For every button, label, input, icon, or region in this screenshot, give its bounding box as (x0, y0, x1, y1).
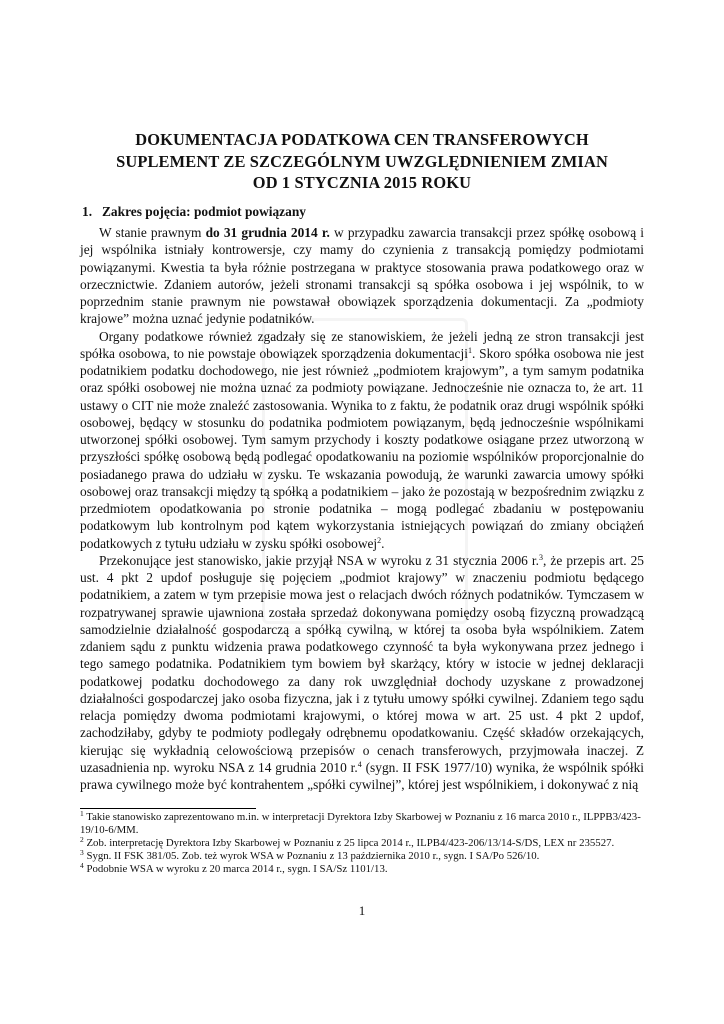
paragraph-3 (80, 552, 644, 794)
paragraph-1-text-c: w przypadku zawarcia transakcji przez spółkę osobową i jej wspólnika istniały kontrowersje, czy mamy do czynienia z transakcją pomiędzy podmiotami powiązanymi. Kwestia ta była różnie postrzegana w praktyce stosowania prawa podatkowego oraz w orzecznictwie. Zdaniem autorów, jeżeli stronami transakcji są spółka osobowa i jej wspólnik, to w poprzednim stanie prawnym nie powstawał obowiązek sporządzenia dokumentacji. Za „podmioty krajowe” można uznać jedynie podatników. (80, 225, 644, 327)
paragraph-3-text-b: , że przepis art. 25 ust. 4 pkt 2 updof posługuje się pojęciem „podmiot krajowy” w znaczeniu podmiotu będącego podatnikiem, a zatem w tym przepisie mowa jest o relacjach dwóch różnych podatników. Tymczasem w rozpatrywanej sprawie ujawniona została sprzedaż dokonywana pomiędzy osobą fizyczną prowadzącą samodzielnie działalność gospodarczą a spółką cywilną, w której ta osoba była wspólnikiem. Zatem zdaniem sądu z punktu widzenia prawa podatkowego czynność ta była wykonywana przez jednego i tego samego podatnika. Podatnikiem tym bowiem był skarżący, który w istocie w jednej deklaracji podatkowej podatku dochodowego za dany rok uwzględniał dochody uzyskane z prowadzonej działalności gospodarczej jako osoba fizyczna, jak i z tytułu umowy spółki cywilnej. Zdaniem tego sądu relacja pomiędzy dwoma podmiotami krajowymi, o której mowa w art. 25 ust. 4 pkt 2 updof, zachodziłaby, gdyby te podmioty podlegały odrębnemu opodatkowaniu. Część składów orzekających, kierując się wykładnią celowościową przepisów o cenach transferowych, przyjmowała inaczej. Z uzasadnienia np. wyroku NSA z 14 grudnia 2010 r. (80, 552, 645, 775)
section-number: 1. (82, 204, 93, 219)
footnote-text-4: Podobnie WSA w wyroku z 20 marca 2014 r., sygn. I SA/Sz 1101/13. (83, 863, 388, 876)
section-heading (82, 203, 644, 221)
footnote-text-1: Takie stanowisko zaprezentowano m.in. w interpretacji Dyrektora Izby Skarbowej w Poznaniu z 16 marca 2010 r., ILPPB3/423-19/10-6/MM. (80, 811, 641, 837)
footnote-4 (80, 863, 644, 876)
document-body (80, 203, 644, 793)
footnote-number-4: 4 (80, 861, 84, 871)
footnote-3 (80, 850, 644, 863)
paragraph-1 (80, 224, 644, 328)
footnote-2 (80, 837, 644, 850)
paragraph-3-text-c: (sygn. II FSK 1977/10) wynika, że wspólnik spółki prawa cywilnego może być kontrahentem „spółki cywilnej”, której jest wspólnikiem, i dokonywać z nią (80, 759, 644, 792)
document-title (0, 129, 724, 194)
paragraph-2-text-a: Organy podatkowe również zgadzały się ze stanowiskiem, że jeżeli jedną ze stron transakcji jest spółka osobowa, to nie powstaje obowiązek sporządzenia dokumentacji (80, 328, 644, 361)
paragraph-1-bold-date: do 31 grudnia 2014 r. (205, 225, 330, 240)
paragraph-2-text-c: . (381, 535, 385, 551)
footnote-number-3: 3 (80, 848, 84, 858)
footnote-ref-2[interactable]: 2 (377, 535, 382, 545)
footnote-ref-3[interactable]: 3 (538, 552, 543, 562)
paragraph-3-text-a: Przekonujące jest stanowisko, jakie przyjął NSA w wyroku z 31 stycznia 2006 r. (99, 552, 539, 568)
title-line-2: SUPLEMENT ZE SZCZEGÓLNYM UWZGLĘDNIENIEM ZMIAN (116, 151, 608, 171)
paragraph-1-text-a: W stanie prawnym (99, 225, 206, 240)
footnote-text-3: Sygn. II FSK 381/05. Zob. też wyrok WSA w Poznaniu z 13 października 2010 r., sygn. I SA/Po 526/10. (83, 850, 540, 863)
paragraph-2 (80, 328, 644, 552)
title-line-3: OD 1 STYCZNIA 2015 ROKU (252, 173, 472, 192)
footnote-ref-1[interactable]: 1 (467, 345, 472, 355)
title-line-1: DOKUMENTACJA PODATKOWA CEN TRANSFEROWYCH (135, 130, 589, 149)
paragraph-2-text-b: . Skoro spółka osobowa nie jest podatnikiem podatku dochodowego, nie jest również „podmiotem krajowym”, a tym samym podatnika oraz spółki osobowej nie można uznać za podmioty powiązane. Jednocześnie nie oznacza to, że art. 11 ustawy o CIT nie może znaleźć zastosowania. Wynika to z faktu, że podatnik oraz drugi wspólnik spółki osobowej, będący w stosunku do podatnika podmiotem powiązanym, będą jednocześnie wspólnikami utworzonej spółki osobowej. Tym samym przychody i koszty podatkowe osiągane przez utworzoną w przyszłości spółkę osobową będą podlegać opodatkowaniu na poziomie wspólników proporcjonalnie do posiadanego prawa do udziału w zysku. Te wskazania powodują, że warunki zawarcia umowy spółki osobowej oraz transakcji między tą spółką a podatnikiem – jako że pozostają w bezpośrednim związku z przedmiotem opodatkowania po stronie podatnika – mogą podlegać zbadaniu w postępowaniu podatkowym lub kontrolnym pod kątem wykorzystania istniejących powiązań do zmiany obciążeń podatkowych z tytułu udziału w zysku spółki osobowej (80, 345, 644, 551)
footnote-number-2: 2 (80, 835, 84, 845)
page-number: 1 (358, 903, 366, 918)
footnotes (80, 811, 644, 876)
footnote-1 (80, 811, 644, 837)
footnote-number-1: 1 (80, 809, 84, 818)
footnote-ref-4[interactable]: 4 (357, 759, 362, 769)
section-title: Zakres pojęcia: podmiot powiązany (102, 204, 306, 219)
footnote-separator (80, 808, 256, 809)
footnote-text-2: Zob. interpretację Dyrektora Izby Skarbowej w Poznaniu z 25 lipca 2014 r., ILPB4/423-206/13/14-S/DS, LEX nr 235527. (83, 837, 615, 850)
